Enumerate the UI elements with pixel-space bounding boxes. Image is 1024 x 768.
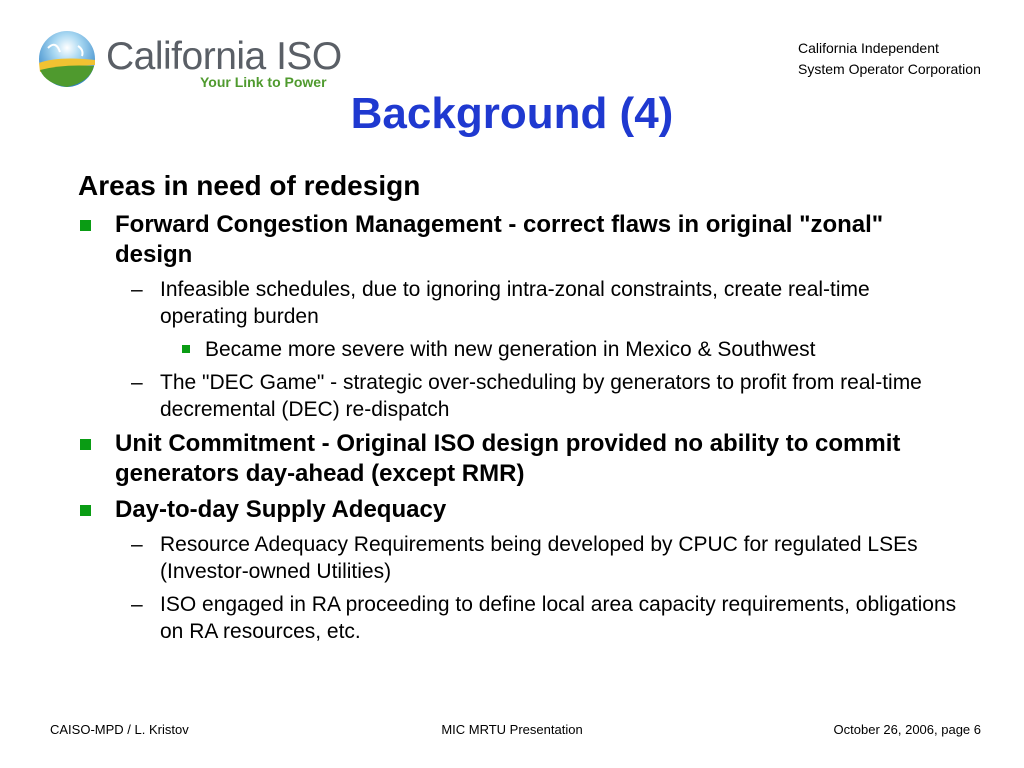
bullet-text: Forward Congestion Management - correct flaws in original "zonal" design: [115, 211, 884, 268]
bullet-text: Unit Commitment - Original ISO design provided no ability to commit generators day-ahead (except RMR): [115, 430, 901, 487]
california-iso-logo: [38, 28, 342, 92]
sub-bullet-item: [78, 531, 958, 585]
dash-bullet-icon: –: [131, 593, 143, 616]
corporation-line-1: California Independent: [798, 40, 939, 56]
sub-sub-bullet-text: Became more severe with new generation in Mexico & Southwest: [205, 338, 816, 361]
section-heading: Areas in need of redesign: [78, 170, 421, 201]
bullet-item: [78, 429, 958, 489]
corporation-name: [798, 38, 981, 80]
green-square-bullet-icon: [80, 505, 91, 516]
sub-bullet-item: [78, 276, 958, 330]
sub-bullet-text: ISO engaged in RA proceeding to define local area capacity requirements, obligations on RA resources, etc.: [160, 593, 957, 643]
dash-bullet-icon: –: [131, 371, 143, 394]
bullet-item: [78, 210, 958, 270]
sub-bullet-text: Resource Adequacy Requirements being developed by CPUC for regulated LSEs (Investor-owned Utilities): [160, 533, 918, 583]
dash-bullet-icon: –: [131, 278, 143, 301]
footer-author: CAISO-MPD / L. Kristov: [50, 722, 189, 737]
corporation-line-2: System Operator Corporation: [798, 61, 981, 77]
sub-bullet-item: [78, 591, 958, 645]
footer-presentation-name: MIC MRTU Presentation: [441, 722, 583, 737]
green-square-bullet-icon: [80, 220, 91, 231]
bullet-text: Day-to-day Supply Adequacy: [115, 496, 447, 523]
bullet-item: [78, 495, 958, 525]
logo-name: California ISO: [106, 35, 342, 78]
slide-title: Background (4): [350, 89, 674, 138]
green-square-bullet-icon: [182, 345, 190, 353]
sub-sub-bullet-item: [78, 336, 958, 363]
logo-tagline: Your Link to Power: [200, 74, 327, 90]
globe-logo-icon: [38, 30, 96, 88]
dash-bullet-icon: –: [131, 533, 143, 556]
sub-bullet-text: The "DEC Game" - strategic over-scheduling by generators to profit from real-time decremental (DEC) re-dispatch: [160, 371, 922, 421]
green-square-bullet-icon: [80, 439, 91, 450]
slide-content: [78, 168, 958, 645]
sub-bullet-item: [78, 369, 958, 423]
footer-date-page: October 26, 2006, page 6: [833, 722, 981, 737]
sub-bullet-text: Infeasible schedules, due to ignoring intra-zonal constraints, create real-time operating burden: [160, 278, 870, 328]
